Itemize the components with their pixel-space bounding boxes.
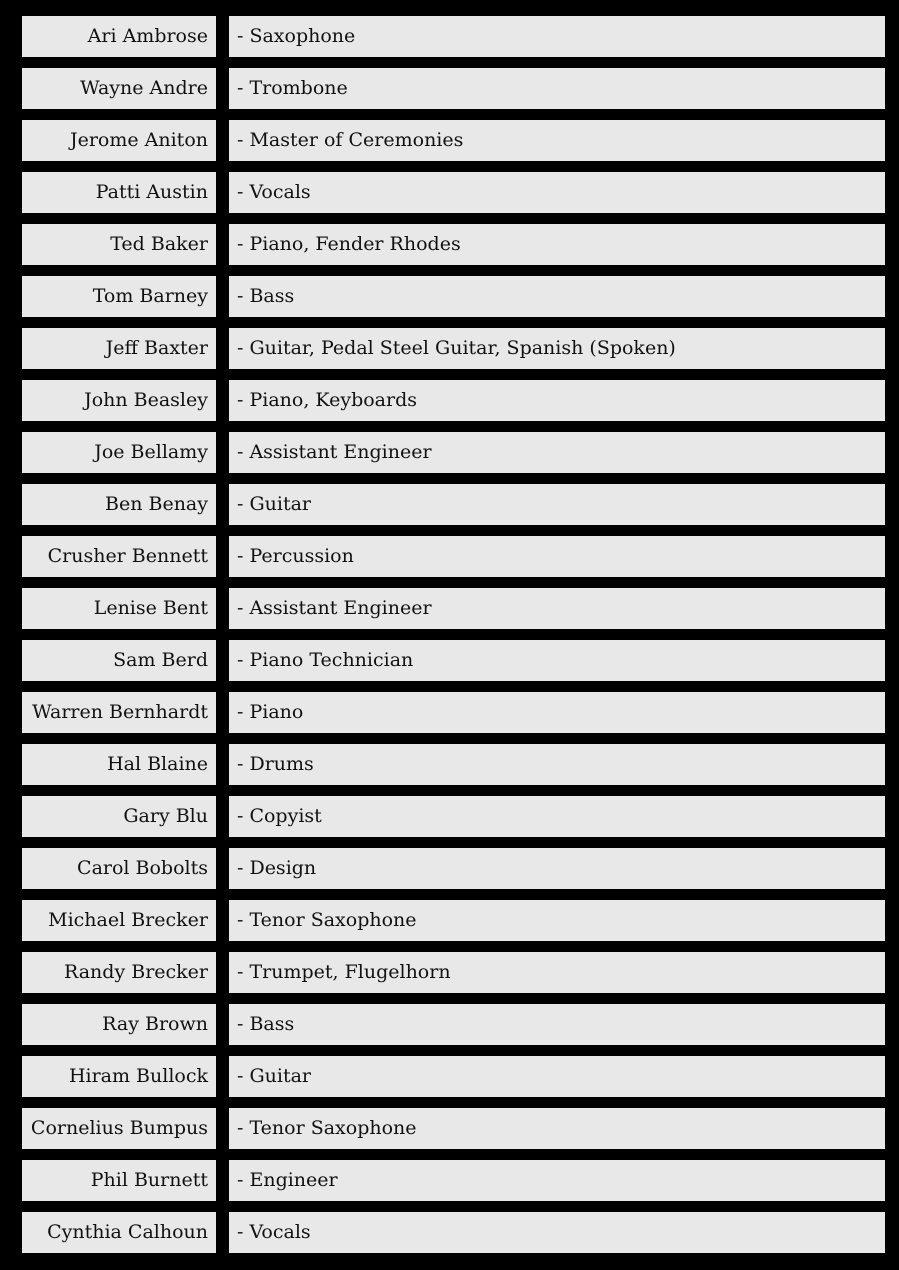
credit-row — [22, 1056, 885, 1097]
credit-row — [22, 484, 885, 525]
credit-row — [22, 1212, 885, 1253]
credit-role: - Master of Ceremonies — [229, 120, 885, 161]
credit-role: - Guitar, Pedal Steel Guitar, Spanish (Spoken) — [229, 328, 885, 369]
credit-role: - Percussion — [229, 536, 885, 577]
credit-name: Cynthia Calhoun — [22, 1212, 216, 1253]
credit-role: - Vocals — [229, 1212, 885, 1253]
credit-role: - Piano — [229, 692, 885, 733]
credit-row — [22, 744, 885, 785]
credit-name: Ted Baker — [22, 224, 216, 265]
credit-role: - Bass — [229, 276, 885, 317]
credit-role: - Trumpet, Flugelhorn — [229, 952, 885, 993]
credit-name: Randy Brecker — [22, 952, 216, 993]
credit-row — [22, 1004, 885, 1045]
credit-name: Warren Bernhardt — [22, 692, 216, 733]
credit-role: - Design — [229, 848, 885, 889]
credit-name: Lenise Bent — [22, 588, 216, 629]
credit-name: Wayne Andre — [22, 68, 216, 109]
credit-row — [22, 120, 885, 161]
credit-row — [22, 848, 885, 889]
credit-name: Gary Blu — [22, 796, 216, 837]
credit-row — [22, 796, 885, 837]
credit-role: - Drums — [229, 744, 885, 785]
credit-row — [22, 224, 885, 265]
credit-row — [22, 16, 885, 57]
credit-row — [22, 640, 885, 681]
credit-name: Cornelius Bumpus — [22, 1108, 216, 1149]
credit-role: - Trombone — [229, 68, 885, 109]
credit-role: - Tenor Saxophone — [229, 900, 885, 941]
credit-role: - Vocals — [229, 172, 885, 213]
credit-name: Jeff Baxter — [22, 328, 216, 369]
credit-name: Hiram Bullock — [22, 1056, 216, 1097]
credit-row — [22, 68, 885, 109]
credit-role: - Assistant Engineer — [229, 432, 885, 473]
credit-role: - Piano, Keyboards — [229, 380, 885, 421]
credit-row — [22, 1160, 885, 1201]
credit-role: - Engineer — [229, 1160, 885, 1201]
credit-name: Sam Berd — [22, 640, 216, 681]
credit-row — [22, 328, 885, 369]
credit-row — [22, 952, 885, 993]
credit-name: Phil Burnett — [22, 1160, 216, 1201]
credit-role: - Copyist — [229, 796, 885, 837]
credits-list — [22, 16, 885, 1253]
credit-row — [22, 536, 885, 577]
credit-name: Hal Blaine — [22, 744, 216, 785]
credit-role: - Tenor Saxophone — [229, 1108, 885, 1149]
credit-name: Joe Bellamy — [22, 432, 216, 473]
credit-name: Ray Brown — [22, 1004, 216, 1045]
credit-name: Tom Barney — [22, 276, 216, 317]
credit-row — [22, 380, 885, 421]
credit-name: Patti Austin — [22, 172, 216, 213]
credit-role: - Saxophone — [229, 16, 885, 57]
credit-row — [22, 276, 885, 317]
credit-name: Jerome Aniton — [22, 120, 216, 161]
credit-role: - Guitar — [229, 1056, 885, 1097]
credit-role: - Bass — [229, 1004, 885, 1045]
credit-role: - Guitar — [229, 484, 885, 525]
credit-row — [22, 692, 885, 733]
credit-name: John Beasley — [22, 380, 216, 421]
credit-row — [22, 900, 885, 941]
credit-role: - Piano Technician — [229, 640, 885, 681]
credit-name: Michael Brecker — [22, 900, 216, 941]
credit-row — [22, 588, 885, 629]
credit-name: Ari Ambrose — [22, 16, 216, 57]
credit-name: Crusher Bennett — [22, 536, 216, 577]
credit-name: Carol Bobolts — [22, 848, 216, 889]
credit-row — [22, 172, 885, 213]
credit-role: - Assistant Engineer — [229, 588, 885, 629]
credit-row — [22, 432, 885, 473]
credit-role: - Piano, Fender Rhodes — [229, 224, 885, 265]
credit-row — [22, 1108, 885, 1149]
credit-name: Ben Benay — [22, 484, 216, 525]
